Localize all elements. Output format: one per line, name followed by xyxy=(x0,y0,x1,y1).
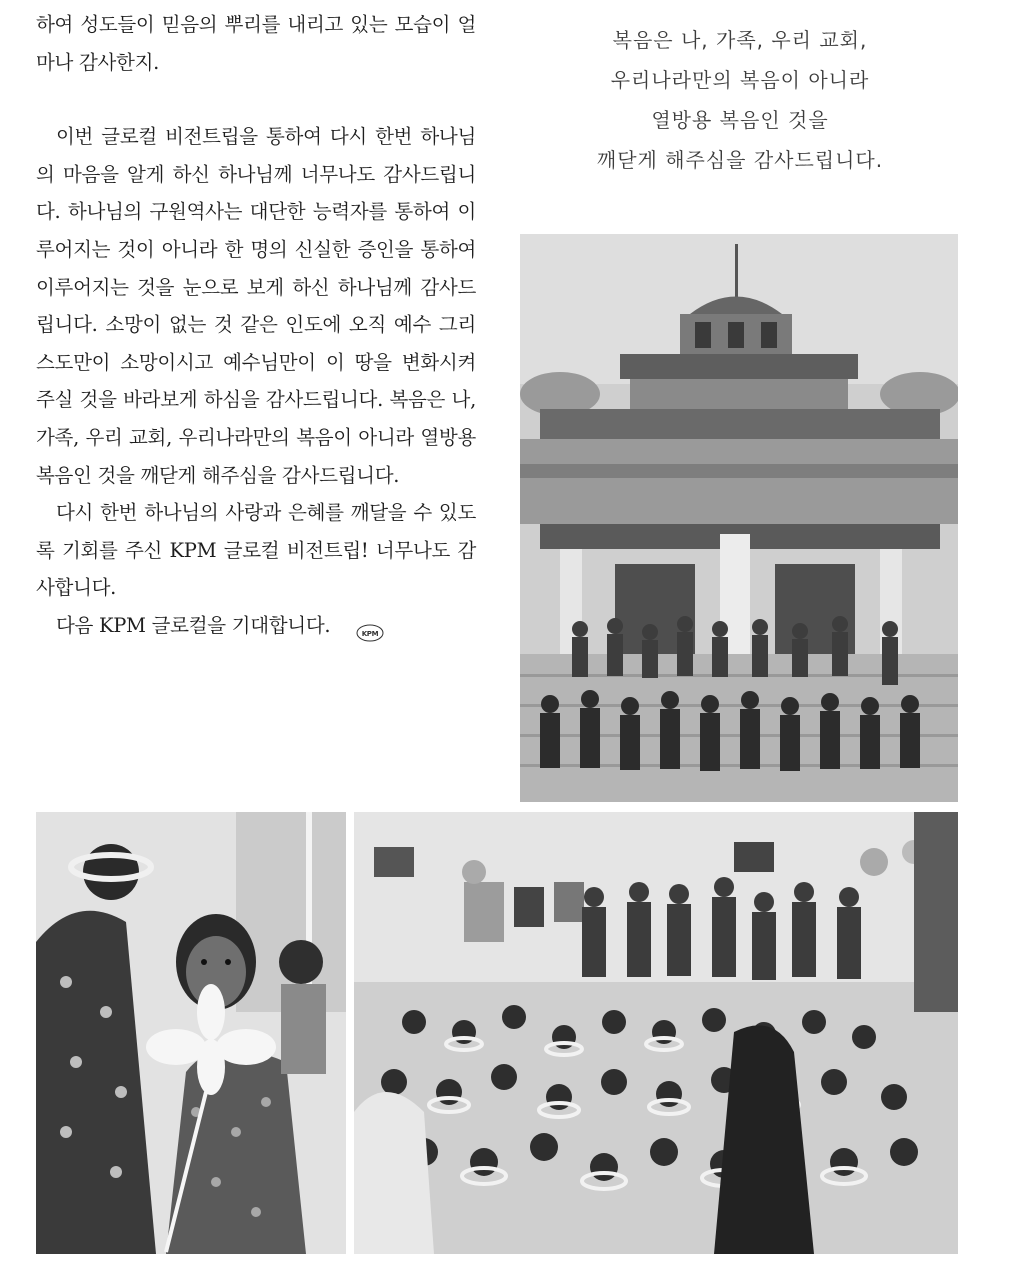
quote-line-1: 복음은 나, 가족, 우리 교회, xyxy=(612,28,868,52)
paragraph-gap xyxy=(36,81,476,118)
article-body xyxy=(36,6,476,645)
quote-line-3: 열방용 복음인 것을 xyxy=(651,108,829,132)
paragraph-4 xyxy=(36,607,476,645)
girl-balloon-photo xyxy=(36,812,346,1254)
quote-line-2: 우리나라만의 복음이 아니라 xyxy=(610,68,870,92)
kpm-end-mark-icon xyxy=(336,617,379,639)
paragraph-3: 다시 한번 하나님의 사랑과 은혜를 깨달을 수 있도록 기회를 주신 KPM 글로컬 비전트립! 너무나도 감사합니다. xyxy=(36,501,476,600)
closing-sentence: 다음 KPM 글로컬을 기대합니다. xyxy=(56,613,331,637)
classroom-photo xyxy=(354,812,958,1254)
paragraph-1: 하여 성도들이 믿음의 뿌리를 내리고 있는 모습이 얼마나 감사한지. xyxy=(36,13,476,74)
temple-group-photo xyxy=(520,234,958,802)
paragraph-2: 이번 글로컬 비전트립을 통하여 다시 한번 하나님의 마음을 알게 하신 하나님께 너무나도 감사드립니다. 하나님의 구원역사는 대단한 능력자를 통하여 이루어지는 것이 아니라 한 명의 신실한 증인을 통하여 이루어지는 것을 눈으로 보게 하신 하나님께 감사드립니다. 소망이 없는 것 같은 인도에 오직 예수 그리스도만이 소망이시고 예수님만이 이 땅을 변화시켜 주실 것을 바라보게 하심을 감사드립니다. 복음은 나, 가족, 우리 교회, 우리나라만의 복음이 아니라 열방용 복음인 것을 깨닫게 해주심을 감사드립니다. xyxy=(36,125,476,487)
quote-line-4: 깨닫게 해주심을 감사드립니다. xyxy=(596,148,884,172)
kpm-end-mark-text: KPM xyxy=(361,630,379,639)
pull-quote xyxy=(560,20,920,180)
